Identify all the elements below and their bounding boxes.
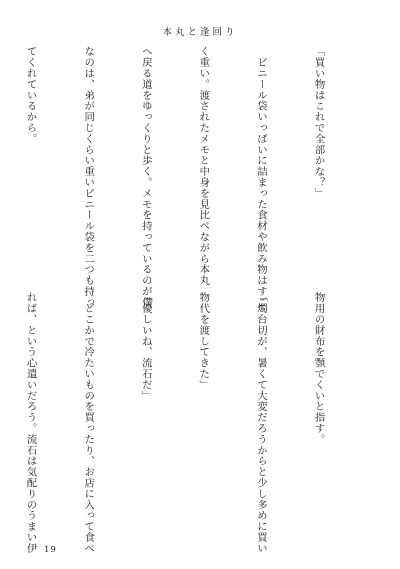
text-line: 「燭台切が、暑くて大変だろうからと少し多めに買い — [254, 292, 267, 554]
text-line: へ戻る道をゆっくりと歩く。メモを持っているのが僕 — [139, 46, 152, 308]
page-number: 19 — [44, 545, 57, 555]
upper-text-block — [24, 46, 366, 308]
text-line: 物代を渡してきた」 — [197, 292, 210, 391]
text-line: 物用の財布を顎でくいと指す。 — [312, 292, 325, 445]
text-line: ビニール袋いっぱいに詰まった食材や飲み物はすご — [254, 46, 267, 308]
running-head: 本丸と逢回り — [162, 27, 238, 38]
text-line: 「優しいね、流石だ」 — [139, 292, 152, 401]
text-line: なのは、弟が同じくらい重いビニール袋を二つも持っ — [82, 46, 95, 308]
text-line: どこかで冷たいものを買ったり、お店に入って食べ — [82, 292, 95, 554]
text-line: く重い。渡されたメモと中身を見比べながら本丸 — [197, 46, 210, 286]
text-line: てくれているから。 — [24, 46, 37, 145]
text-line: 「買い物はこれで全部かな？」 — [312, 46, 325, 199]
text-line: れば、という心遣いだろう。流石は気配りのうまい伊 — [24, 292, 37, 554]
